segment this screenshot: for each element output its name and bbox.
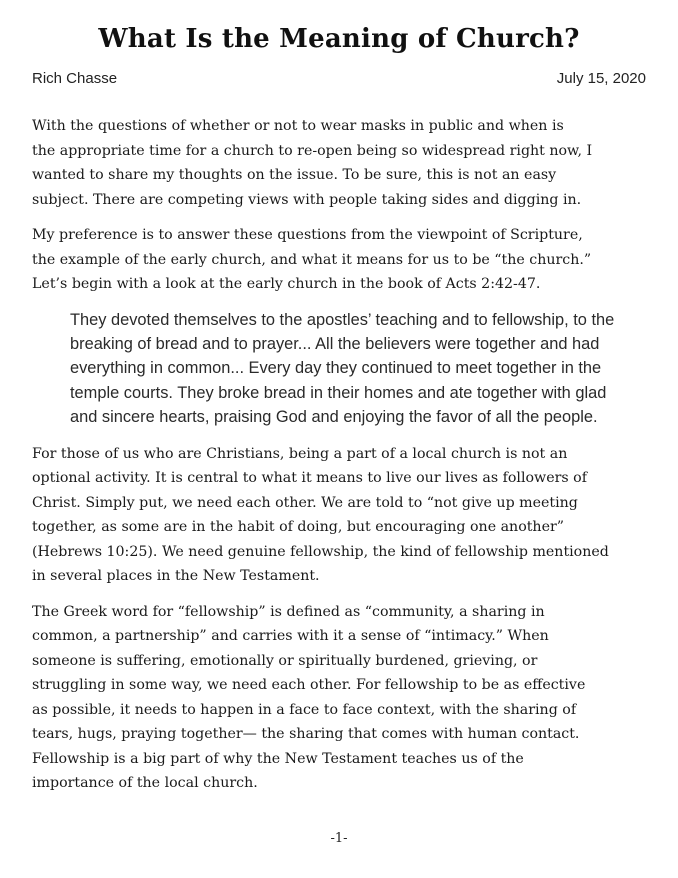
text-line: My preference is to answer these questions from the viewpoint of Scripture, bbox=[32, 227, 583, 243]
quote-line: They devoted themselves to the apostles’ teaching and to fellowship, to the bbox=[70, 310, 615, 329]
author-name: Rich Chasse bbox=[32, 70, 118, 87]
paragraph-2 bbox=[32, 223, 652, 297]
text-line: the appropriate time for a church to re-open being so widespread right now, I bbox=[32, 142, 593, 159]
paragraph-4 bbox=[32, 600, 652, 796]
text-line: Let’s begin with a look at the early church in the book of Acts 2:42-47. bbox=[32, 276, 541, 292]
text-line: wanted to share my thoughts on the issue. To be sure, this is not an easy bbox=[32, 167, 557, 183]
text-line: optional activity. It is central to what it means to live our lives as followers of bbox=[32, 470, 587, 487]
text-line: tears, hugs, praying together— the sharing that comes with human contact. bbox=[32, 726, 580, 743]
text-line: the example of the early church, and what it means for us to be “the church.” bbox=[32, 251, 592, 268]
text-line: (Hebrews 10:25). We need genuine fellowship, the kind of fellowship mentioned bbox=[32, 543, 609, 560]
text-line: struggling in some way, we need each other. For fellowship to be as effective bbox=[32, 677, 586, 694]
text-line: in several places in the New Testament. bbox=[32, 568, 320, 585]
text-line: someone is suffering, emotionally or spiritually burdened, grieving, or bbox=[32, 652, 538, 669]
text-line: Fellowship is a big part of why the New Testament teaches us of the bbox=[32, 750, 524, 767]
text-line: With the questions of whether or not to wear masks in public and when is bbox=[32, 118, 564, 134]
quote-line: everything in common... Every day they continued to meet together in the bbox=[70, 359, 602, 378]
scripture-quote bbox=[70, 308, 652, 430]
text-line: The Greek word for “fellowship” is defined as “community, a sharing in bbox=[32, 603, 545, 620]
text-line: For those of us who are Christians, being a part of a local church is not an bbox=[32, 445, 568, 462]
document-body bbox=[32, 114, 652, 807]
text-line: as possible, it needs to happen in a face to face context, with the sharing of bbox=[32, 701, 577, 718]
publication-date: July 15, 2020 bbox=[556, 70, 646, 87]
document-title: What Is the Meaning of Church? bbox=[98, 24, 580, 54]
paragraph-3 bbox=[32, 442, 652, 589]
page-number: -1- bbox=[330, 831, 348, 846]
text-line: Christ. Simply put, we need each other. We are told to “not give up meeting bbox=[32, 494, 578, 511]
quote-line: temple courts. They broke bread in their homes and ate together with glad bbox=[70, 383, 607, 402]
quote-line: breaking of bread and to prayer... All the believers were together and had bbox=[70, 334, 600, 353]
quote-line: and sincere hearts, praising God and enjoying the favor of all the people. bbox=[70, 408, 598, 427]
text-line: subject. There are competing views with people taking sides and digging in. bbox=[32, 191, 582, 208]
text-line: importance of the local church. bbox=[32, 775, 258, 792]
text-line: common, a partnership” and carries with it a sense of “intimacy.” When bbox=[32, 628, 549, 645]
text-line: together, as some are in the habit of doing, but encouraging one another” bbox=[32, 519, 565, 536]
paragraph-1 bbox=[32, 114, 652, 212]
